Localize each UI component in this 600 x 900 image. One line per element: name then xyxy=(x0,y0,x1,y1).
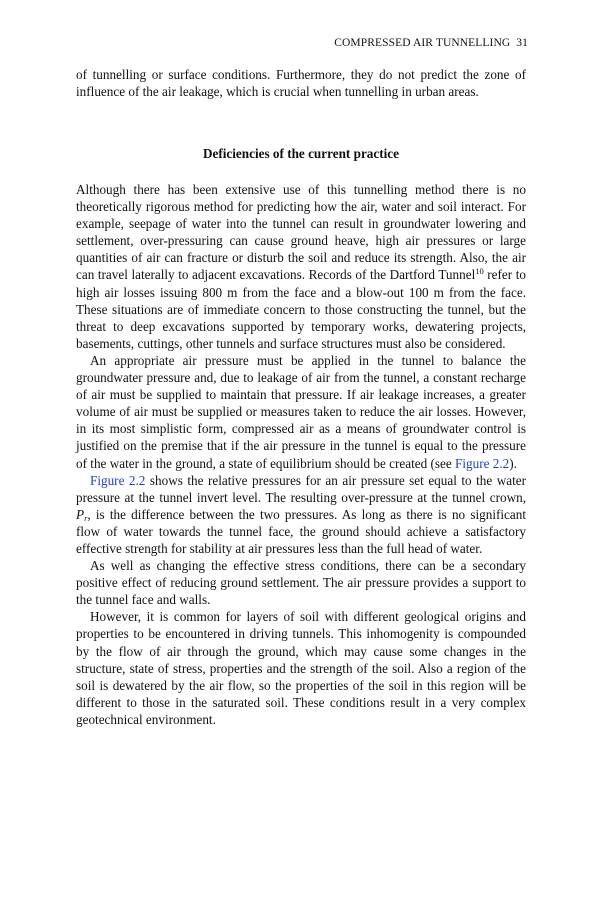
paragraph-4: As well as changing the effective stress conditions, there can be a secondary positive effect of reducing ground settlement. The air pressure provides a support to the tunnel face and walls. xyxy=(76,558,526,608)
running-title: COMPRESSED AIR TUNNELLING xyxy=(334,37,511,49)
running-header xyxy=(334,37,528,49)
paragraph-2 xyxy=(76,352,526,472)
paragraph-3-text-b: , is the difference between the two pressures. As long as there is no significant flow of water towards the tunnel face, the ground should achieve a satisfactory effective strength for stability at air pressures less than the full head of water. xyxy=(76,506,526,556)
figure-2-2-link[interactable]: Figure 2.2 xyxy=(455,455,510,471)
page-number: 31 xyxy=(516,37,528,49)
pressure-symbol-subscript: r xyxy=(84,512,88,523)
intro-paragraph-block xyxy=(76,66,526,100)
figure-2-2-link[interactable]: Figure 2.2 xyxy=(90,472,146,488)
intro-paragraph: of tunnelling or surface conditions. Furthermore, they do not predict the zone of influence of the air leakage, which is crucial when tunnelling in urban areas. xyxy=(76,67,526,100)
paragraph-1-text-b: refer to high air losses issuing 800 m from the face and a blow-out 100 m from the face. These situations are of immediate concern to those constructing the tunnel, but the threat to deep excavations supported by temporary works, dewatering projects, basements, cuttings, other tunnels and surface structures must also be considered. xyxy=(76,267,526,351)
paragraph-1-text-a: Although there has been extensive use of this tunnelling method there is no theoretically rigorous method for predicting how the air, water and soil interact. For example, seepage of water into the tunnel can result in groundwater lowering and settlement, over-pressuring can cause ground heave, high air pressures or large quantities of air can fracture or disturb the soil and reduce its strength. Also, the air can travel laterally to adjacent excavations. Records of the Dartford Tunnel xyxy=(76,182,526,283)
paragraph-3-text-a: shows the relative pressures for an air pressure set equal to the water pressure at the tunnel invert level. The resulting over-pressure at the tunnel crown, xyxy=(76,472,526,505)
main-text-block xyxy=(76,181,526,728)
paragraph-3 xyxy=(76,472,526,557)
section-heading: Deficiencies of the current practice xyxy=(202,146,400,161)
paragraph-2-text-a: An appropriate air pressure must be applied in the tunnel to balance the groundwater pressure and, due to leakage of air from the tunnel, a constant recharge of air must be supplied to maintain that pressure. If air leakage increases, a greater volume of air must be supplied or measures taken to reduce the air losses. However, in its most simplistic form, compressed air as a means of groundwater control is justified on the premise that if the air pressure in the tunnel is equal to the pressure of the water in the ground, a state of equilibrium should be created (see xyxy=(76,352,526,471)
paragraph-1 xyxy=(76,181,526,352)
paragraph-5: However, it is common for layers of soil with different geological origins and properties to be encountered in driving tunnels. This inhomogenity is compounded by the flow of air through the ground, which may cause some changes in the structure, state of stress, properties and the strength of the soil. Also a region of the soil is dewatered by the air flow, so the properties of the soil in this region will be different to those in the saturated soil. These conditions result in a very complex geotechnical environment. xyxy=(76,609,526,727)
paragraph-2-text-b: ). xyxy=(509,455,517,471)
footnote-reference[interactable]: 10 xyxy=(475,266,484,277)
pressure-symbol xyxy=(76,507,87,522)
pressure-symbol-base: P xyxy=(76,506,85,522)
